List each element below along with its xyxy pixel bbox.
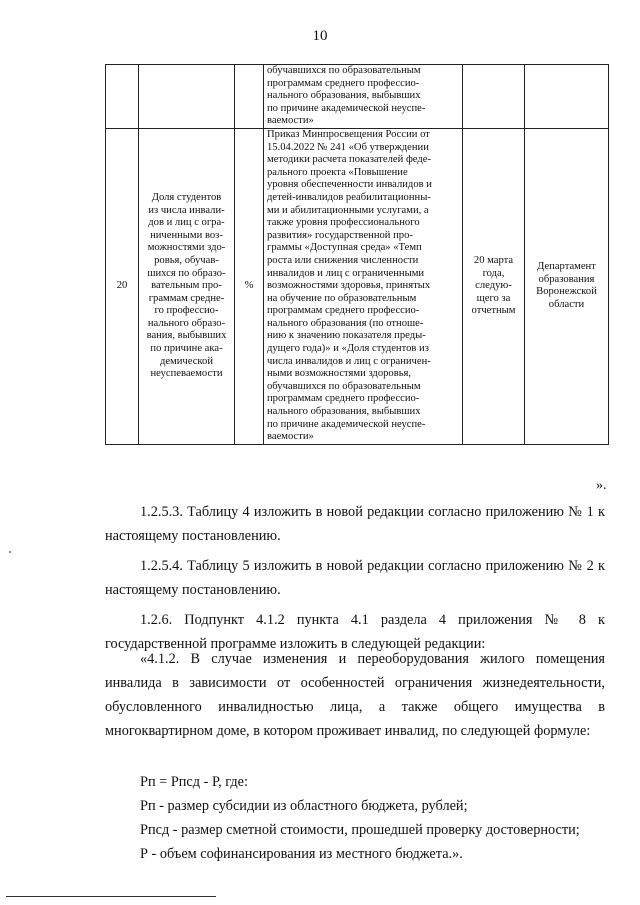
paragraph-text: 1.2.6. Подпункт 4.1.2 пункта 4.1 раздела 4 приложения № 8 к государственной программе изложить в следующей редакции: bbox=[105, 612, 605, 652]
definition-r bbox=[105, 842, 605, 866]
page-number: 10 bbox=[312, 28, 328, 44]
cell-unit bbox=[235, 65, 264, 129]
paragraph-text: «4.1.2. В случае изменения и переоборудования жилого помещения инвалида в зависимости от особенностей ограничения жизнедеятельности, обусловленного инвалидностью лица, а также общего имущества в многоквартирном доме, в котором проживает инвалид, по следующей формуле: bbox=[105, 651, 605, 739]
paragraph-text: 1.2.5.3. Таблицу 4 изложить в новой редакции согласно приложению № 1 к настоящему постановлению. bbox=[105, 504, 605, 544]
indicator-name-text: Доля студентов из числа инвали- дов и лиц с огра- ниченными воз- можностями здо- ровья, обучав- шихся по образо- вательным про- граммам средне- го профессио- нального образо- вания, выбывших по причине ака- демической неуспеваемости bbox=[146, 191, 227, 380]
cell-num bbox=[106, 65, 139, 129]
calculation-method-text: Приказ Минпросвещения России от 15.04.2022 № 241 «Об утверждении методики расчета показателей феде- рального проекта «Повышение уровня обеспеченности инвалидов и детей-инвалидов реабилитационны- ми и абилитационными услугами, а также уровня профессионального развития» государственной про- граммы «Доступная среда» «Темп роста или снижения численности инвалидов и лиц с ограниченными возможностями здоровья, принятых на обучение по образовательным программам среднего профессио- нального образования (по отноше- нию к значению показателя преды- дущего года)» и «Доля студентов из числа инвалидов и лиц с ограничен- ными возможностями здоровья, обучавшихся по образовательным программам среднего профессио- нального образования, выбывших по причине академической неуспе- ваемости» bbox=[267, 128, 432, 443]
paragraph-text: 1.2.5.4. Таблицу 5 изложить в новой редакции согласно приложению № 2 к настоящему постановлению. bbox=[105, 558, 605, 598]
cell-name bbox=[139, 65, 235, 129]
cell-method bbox=[264, 65, 463, 129]
cell-responsible bbox=[525, 65, 609, 129]
paragraph-1-2-5-4 bbox=[105, 554, 605, 602]
submission-term-text: 20 марта года, следую- щего за отчетным bbox=[471, 254, 516, 317]
scan-artifact bbox=[9, 551, 11, 553]
cell-term bbox=[463, 65, 525, 129]
calculation-method bbox=[264, 128, 463, 444]
formula bbox=[105, 770, 605, 794]
indicator-name bbox=[139, 128, 235, 444]
paragraph-4-1-2 bbox=[105, 647, 605, 743]
submission-term bbox=[463, 128, 525, 444]
definition-rpsd bbox=[105, 818, 605, 842]
unit-of-measure: % bbox=[235, 128, 264, 444]
method-text: обучавшихся по образовательным программам среднего профессио- нального образования, выбывших по причине академической неуспе- ваемости» bbox=[267, 65, 426, 127]
table-closing-quote: ». bbox=[596, 478, 607, 493]
table-row-continuation bbox=[106, 65, 609, 129]
table-row-20 bbox=[106, 128, 609, 444]
responsible-body bbox=[525, 128, 609, 444]
definition-rp bbox=[105, 794, 605, 818]
definition-text: Рпсд - размер сметной стоимости, прошедшей проверку достоверности; bbox=[140, 822, 580, 838]
responsible-body-text: Департамент образования Воронежской области bbox=[536, 261, 597, 310]
indicator-table bbox=[105, 64, 609, 445]
definition-text: Р - объем софинансирования из местного бюджета.». bbox=[140, 846, 463, 862]
paragraph-1-2-5-3 bbox=[105, 500, 605, 548]
formula-text: Рп = Рпсд - Р, где: bbox=[140, 774, 249, 790]
row-number: 20 bbox=[106, 128, 139, 444]
definition-text: Рп - размер субсидии из областного бюджета, рублей; bbox=[140, 798, 468, 814]
footer-rule bbox=[6, 896, 216, 897]
